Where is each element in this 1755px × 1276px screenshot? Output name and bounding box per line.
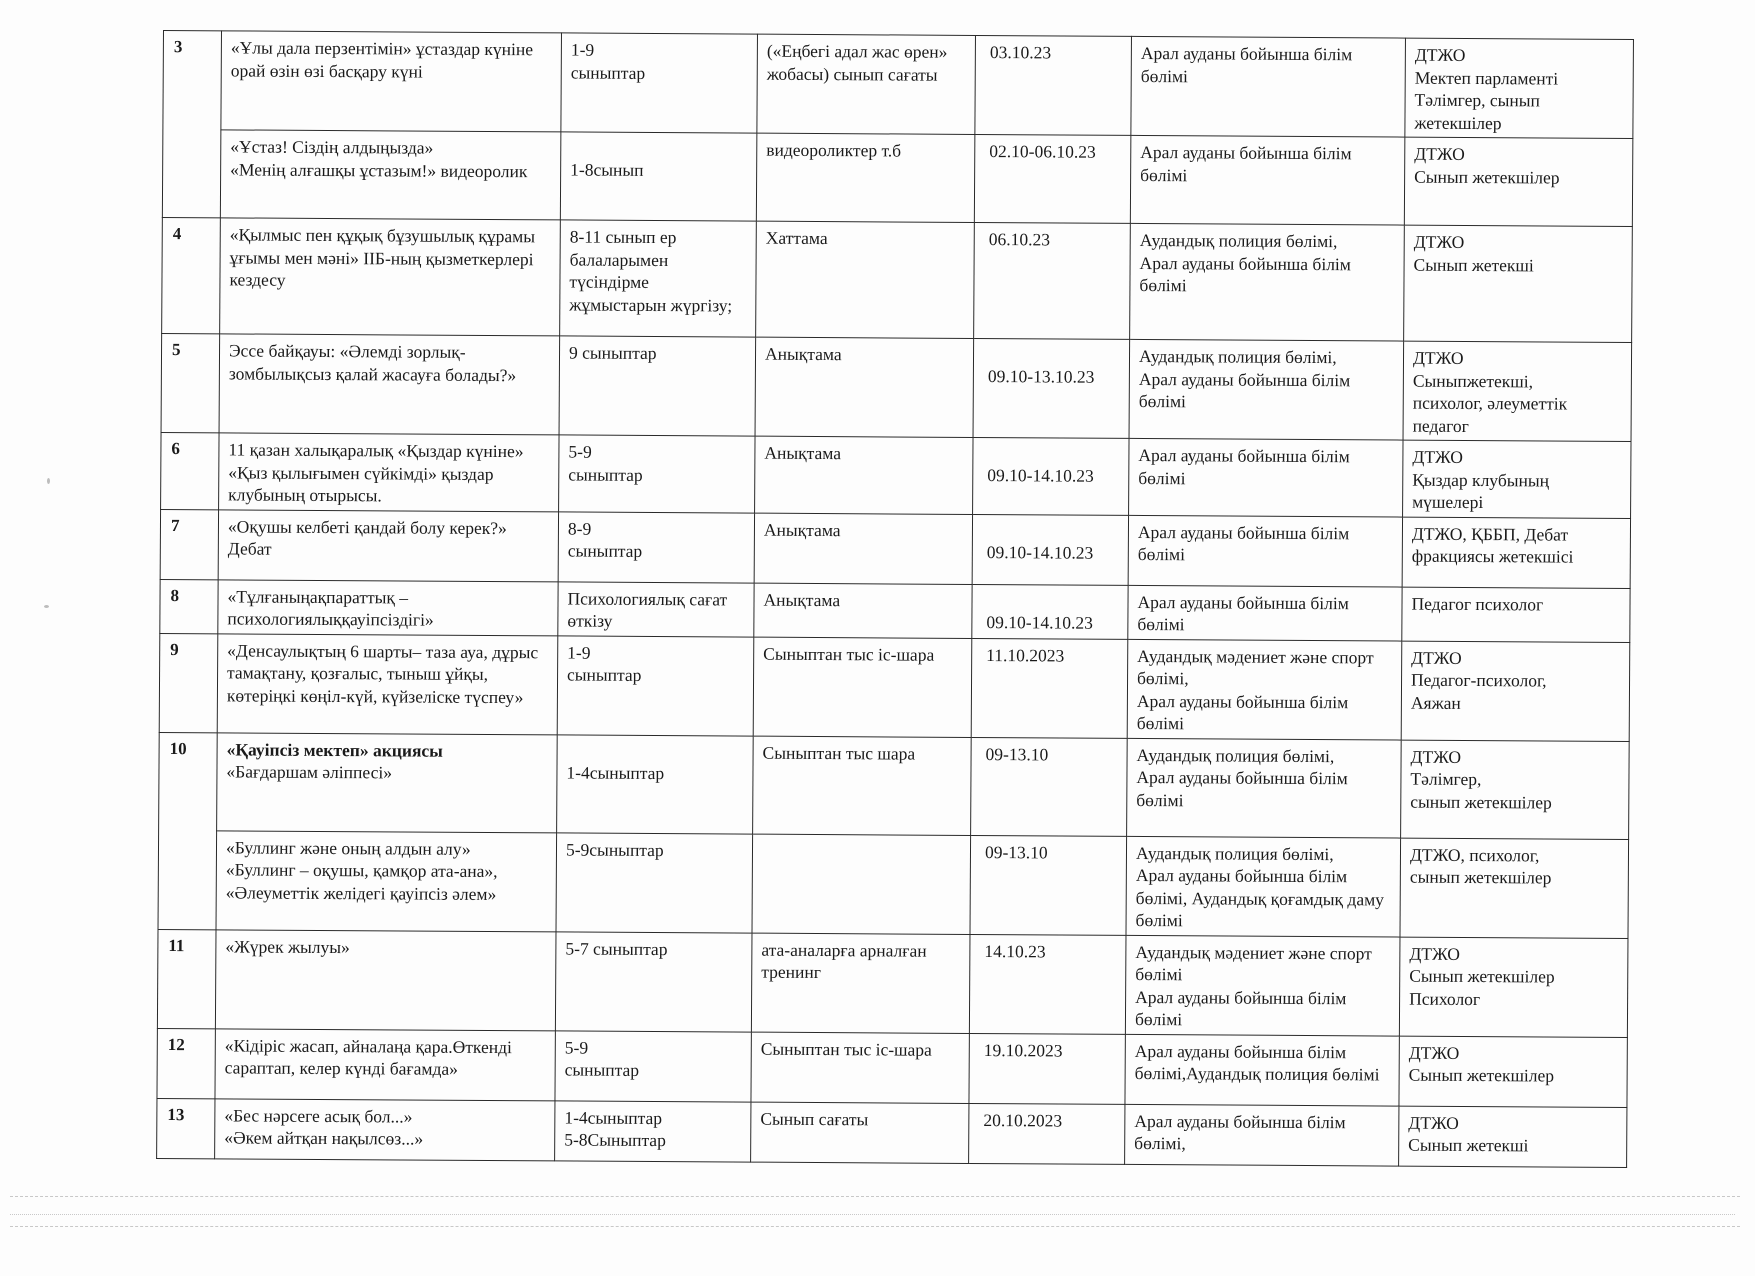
responsible-cell: ДТЖО Сынып жетекші — [1399, 1106, 1627, 1167]
row-number: 5 — [161, 333, 220, 432]
date-cell: 09-13.10 — [971, 737, 1128, 836]
scan-speck — [44, 605, 49, 608]
partner-cell: Аудандық мәдениет және спорт бөлімі Арал ауданы бойынша білім бөлімі — [1125, 935, 1400, 1036]
responsible-cell: ДТЖО Қыздар клубының мүшелері — [1403, 440, 1631, 518]
partner-cell: Аудандық полиция бөлімі, Арал ауданы бойынша білім бөлімі, Аудандық қоғамдық даму бөлімі — [1126, 836, 1401, 937]
class-cell: 1-9 сыныптар — [557, 635, 754, 735]
form-cell: Сынып сағаты — [751, 1102, 969, 1163]
row-number: 4 — [162, 217, 221, 333]
activity-plan-table — [156, 30, 1634, 1167]
event-cell: Эссе байқауы: «Әлемді зорлық-зомбылықсыз қалай жасауға болады?» — [219, 334, 560, 435]
responsible-cell: ДТЖО Сыныпжетекші, психолог, әлеуметтік педагог — [1403, 341, 1632, 441]
row-number: 3 — [162, 31, 221, 218]
event-cell: «Оқушы келбеті қандай болу керек?» Дебат — [218, 509, 558, 581]
form-cell: Анықтама — [754, 513, 972, 584]
table-row — [160, 579, 1630, 642]
class-cell: 5-9 сыныптар — [555, 1030, 751, 1101]
row-number: 12 — [157, 1028, 215, 1098]
event-cell: «Бес нәрсеге асық бол...» «Әкем айтқан нақылсөз...» — [215, 1098, 555, 1160]
class-cell: 5-9 сыныптар — [559, 435, 755, 513]
event-cell: «Кідіріс жасап, айналаңа қара.Өткенді сараптап, келер күнді бағамда» — [215, 1028, 555, 1100]
partner-cell: Аудандық полиция бөлімі, Арал ауданы бойынша білім бөлімі — [1127, 738, 1402, 838]
form-cell: видеороликтер т.б — [756, 133, 975, 222]
row-number: 11 — [157, 929, 216, 1028]
partner-cell: Аудандық полиция бөлімі, Арал ауданы бойынша білім бөлімі — [1130, 223, 1405, 341]
partner-cell: Арал ауданы бойынша білім бөлімі — [1128, 585, 1402, 641]
scan-artifact-line — [10, 1214, 1735, 1215]
table-row — [157, 929, 1628, 1037]
row-number: 7 — [160, 509, 218, 579]
date-cell: 11.10.2023 — [971, 638, 1128, 738]
partner-cell: Арал ауданы бойынша білім бөлімі — [1130, 135, 1405, 225]
table-row — [157, 1028, 1627, 1107]
event-subtitle: «Бағдаршам әліппесі» — [226, 761, 393, 783]
class-cell: 9 сыныптар — [559, 336, 756, 436]
class-cell: 1-8сынып — [560, 132, 757, 221]
class-cell: 1-4сыныптар 5-8Сыныптар — [555, 1100, 751, 1161]
responsible-cell: ДТЖО Педагог-психолог, Аяжан — [1401, 641, 1630, 741]
class-cell: 1-4сыныптар — [557, 734, 754, 833]
date-cell: 03.10.23 — [975, 35, 1132, 135]
form-cell: («Еңбегі адал жас өрен» жобасы) сынып сағаты — [757, 34, 976, 134]
partner-cell: Арал ауданы бойынша білім бөлімі, — [1125, 1104, 1399, 1166]
form-cell: Анықтама — [755, 337, 974, 437]
table-row — [163, 31, 1634, 139]
form-cell: Сыныптан тыс шара — [753, 736, 972, 835]
partner-cell: Арал ауданы бойынша білім бөлімі — [1131, 36, 1406, 137]
form-cell — [752, 834, 971, 934]
form-cell: Сыныптан тыс іс-шара — [753, 637, 972, 737]
class-cell: 8-11 сынып ер балаларымен түсіндірме жұмыстарын жүргізу; — [560, 220, 757, 337]
table-row — [159, 732, 1630, 839]
date-cell: 09-13.10 — [970, 835, 1127, 935]
class-cell: 8-9 сыныптар — [558, 511, 754, 582]
date-cell: 09.10-14.10.23 — [972, 514, 1128, 585]
table-row — [161, 432, 1631, 517]
partner-cell: Аудандық полиция бөлімі, Арал ауданы бойынша білім бөлімі — [1129, 339, 1404, 440]
event-cell: «Қылмыс пен құқық бұзушылық құрамы ұғымы мен мәні» ІІБ-ның қызметкерлері кездесу — [220, 218, 561, 336]
date-cell: 09.10-14.10.23 — [973, 437, 1129, 514]
table-row — [158, 830, 1629, 938]
table-row — [161, 333, 1632, 441]
partner-cell: Арал ауданы бойынша білім бөлімі,Аудандық полиция бөлімі — [1125, 1034, 1399, 1106]
form-cell: Анықтама — [755, 436, 973, 514]
form-cell: Анықтама — [754, 583, 972, 638]
responsible-cell: ДТЖО, ҚББП, Дебат фракциясы жетекшісі — [1402, 517, 1630, 588]
responsible-cell: ДТЖО Сынып жетекшілер — [1399, 1036, 1627, 1107]
table-row — [160, 509, 1630, 588]
scan-artifact-line — [10, 1196, 1740, 1197]
event-cell: 11 қазан халықаралық «Қыздар күніне» «Қыз қылығымен сүйкімді» қыздар клубының отырысы. — [219, 433, 559, 512]
row-number: 8 — [160, 579, 218, 633]
date-cell: 20.10.2023 — [969, 1103, 1125, 1164]
event-cell: «Ұстаз! Сіздің алдыңызда» «Менің алғашқы ұстазым!» видеоролик — [220, 130, 561, 220]
form-cell: ата-аналарға арналған тренинг — [751, 933, 970, 1033]
responsible-cell: ДТЖО Тәлімгер, сынып жетекшілер — [1401, 740, 1630, 839]
responsible-cell: ДТЖО Сынып жетекші — [1404, 225, 1633, 342]
table-row — [157, 1098, 1627, 1167]
responsible-cell: Педагог психолог — [1402, 587, 1630, 642]
date-cell: 14.10.23 — [969, 934, 1126, 1034]
class-cell: 5-9сыныптар — [556, 832, 753, 932]
event-cell — [217, 732, 558, 832]
event-cell: «Жүрек жылуы» — [215, 929, 556, 1030]
table-row — [162, 217, 1633, 342]
responsible-cell: ДТЖО Сынып жетекшілер Психолог — [1399, 937, 1628, 1037]
event-cell: «Буллинг және оның алдын алу» «Буллинг – оқушы, қамқор ата-ана», «Әлеуметтік желідегі қауіпсіз әлем» — [216, 830, 557, 931]
event-cell: «Денсаулықтың 6 шарты– таза ауа, дұрыс тамақтану, қозғалыс, тыныш ұйқы, көтеріңкі көңіл-күй, күйзеліске түспеу» — [217, 633, 558, 734]
class-cell: 1-9 сыныптар — [561, 33, 758, 133]
table-row — [162, 130, 1633, 227]
date-cell: 19.10.2023 — [969, 1033, 1125, 1104]
scan-speck — [47, 478, 50, 484]
row-number: 6 — [161, 432, 219, 509]
row-number: 9 — [159, 633, 218, 732]
event-cell: «Ұлы дала перзентімін» ұстаздар күніне орай өзін өзі басқару күні — [221, 31, 562, 132]
scan-artifact-line — [10, 1226, 1740, 1227]
partner-cell: Арал ауданы бойынша білім бөлімі — [1129, 438, 1403, 516]
date-cell: 06.10.23 — [974, 222, 1131, 339]
row-number: 10 — [158, 732, 217, 929]
event-cell: «Тұлғаныңақпараттық – психологиялыққауіпсіздігі» — [218, 579, 558, 635]
responsible-cell: ДТЖО Сынып жетекшілер — [1404, 137, 1633, 226]
partner-cell: Аудандық мәдениет және спорт бөлімі, Арал ауданы бойынша білім бөлімі — [1127, 639, 1402, 740]
class-cell: Психологиялық сағат өткізу — [558, 581, 754, 636]
date-cell: 09.10-14.10.23 — [972, 584, 1128, 639]
responsible-cell: ДТЖО Мектеп парламенті Тәлімгер, сынып жетекшілер — [1405, 38, 1634, 138]
responsible-cell: ДТЖО, психолог, сынып жетекшілер — [1400, 838, 1629, 938]
class-cell: 5-7 сыныптар — [555, 931, 752, 1031]
date-cell: 09.10-13.10.23 — [973, 338, 1130, 438]
event-title: «Қауіпсіз мектеп» акциясы — [226, 738, 443, 761]
form-cell: Хаттама — [756, 221, 975, 338]
row-number: 13 — [157, 1098, 215, 1158]
table-row — [159, 633, 1630, 741]
date-cell: 02.10-06.10.23 — [974, 134, 1131, 223]
form-cell: Сыныптан тыс іс-шара — [751, 1032, 969, 1103]
partner-cell: Арал ауданы бойынша білім бөлімі — [1128, 515, 1402, 587]
